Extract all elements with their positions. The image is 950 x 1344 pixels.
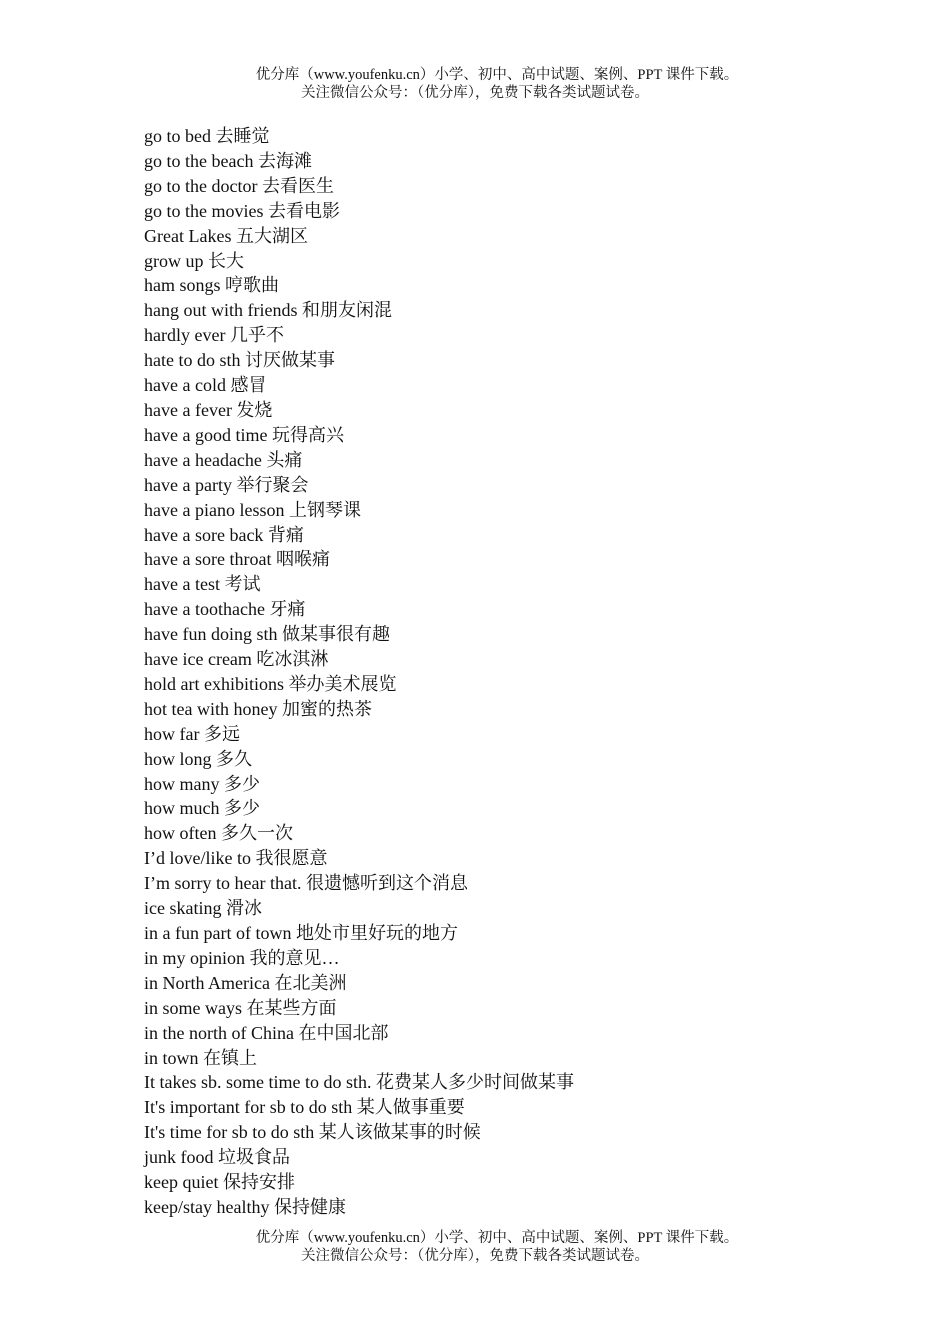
header-line-2: 关注微信公众号：（优分库），免费下载各类试题试卷。 [301,85,649,101]
vocabulary-entry: keep quiet 保持安排 [144,1172,295,1193]
vocabulary-entry: ham songs 哼歌曲 [144,275,279,296]
vocabulary-entry: how far 多远 [144,723,240,744]
page-footer [0,1229,950,1265]
footer-line-1: 优分库（www.youfenku.cn）小学、初中、高中试题、案例、PPT 课件下载。 [255,1230,739,1246]
vocabulary-entry: have a sore back 背痛 [144,524,304,545]
vocabulary-entry: hold art exhibitions 举办美术展览 [144,673,397,694]
vocabulary-entry: It's important for sb to do sth 某人做事重要 [144,1097,465,1118]
vocabulary-entry: how often 多久一次 [144,823,293,844]
vocabulary-entry: go to the movies 去看电影 [144,200,340,221]
vocabulary-entry: go to the doctor 去看医生 [144,175,334,196]
header-line-1: 优分库（www.youfenku.cn）小学、初中、高中试题、案例、PPT 课件下载。 [255,67,739,83]
vocabulary-entry: in some ways 在某些方面 [144,997,337,1018]
vocabulary-entry: how many 多少 [144,773,260,794]
vocabulary-entry: have fun doing sth 做某事很有趣 [144,624,390,645]
vocabulary-entry: It takes sb. some time to do sth. 花费某人多少时间做某事 [144,1072,574,1093]
vocabulary-entry: in the north of China 在中国北部 [144,1022,389,1043]
vocabulary-entry: have a test 考试 [144,574,261,595]
vocabulary-entry: hang out with friends 和朋友闲混 [144,300,392,321]
vocabulary-entry: have a good time 玩得高兴 [144,424,344,445]
vocabulary-entry: have a piano lesson 上钢琴课 [144,499,361,520]
vocabulary-entry: in a fun part of town 地处市里好玩的地方 [144,923,458,943]
vocabulary-entry: ice skating 滑冰 [144,898,262,919]
vocabulary-entry: how much 多少 [144,798,260,819]
vocabulary-entry: in town 在镇上 [144,1047,258,1068]
vocabulary-entry: have a fever 发烧 [144,399,273,420]
vocabulary-entry: junk food 垃圾食品 [144,1147,290,1168]
page-header [0,66,950,102]
vocabulary-entry: keep/stay healthy 保持健康 [144,1196,346,1217]
vocabulary-entry: It's time for sb to do sth 某人该做某事的时候 [144,1122,481,1143]
vocabulary-entry: how long 多久 [144,748,252,769]
vocabulary-entry: go to the beach 去海滩 [144,150,312,171]
vocabulary-entry: have a toothache 牙痛 [144,599,306,620]
vocabulary-entry: have a party 举行聚会 [144,474,309,495]
vocabulary-entry: hardly ever 几乎不 [144,325,284,346]
vocabulary-entry: have a sore throat 咽喉痛 [144,549,330,570]
vocabulary-entry: I’m sorry to hear that. 很遗憾听到这个消息 [144,873,468,894]
vocabulary-entry: hate to do sth 讨厌做某事 [144,350,335,371]
vocabulary-entry: grow up 长大 [144,250,244,271]
vocabulary-entry: in my opinion 我的意见… [144,947,340,968]
vocabulary-entry: I’d love/like to 我很愿意 [144,848,328,869]
vocabulary-entry: Great Lakes 五大湖区 [144,225,308,246]
vocabulary-entry: have a headache 头痛 [144,449,303,470]
vocabulary-entry: have a cold 感冒 [144,375,267,396]
vocabulary-entry: hot tea with honey 加蜜的热茶 [144,698,372,719]
vocabulary-list [144,124,864,1220]
vocabulary-entry: have ice cream 吃冰淇淋 [144,649,329,670]
vocabulary-entry: in North America 在北美洲 [144,972,347,993]
footer-line-2: 关注微信公众号：（优分库），免费下载各类试题试卷。 [301,1248,649,1264]
vocabulary-entry: go to bed 去睡觉 [144,126,270,146]
